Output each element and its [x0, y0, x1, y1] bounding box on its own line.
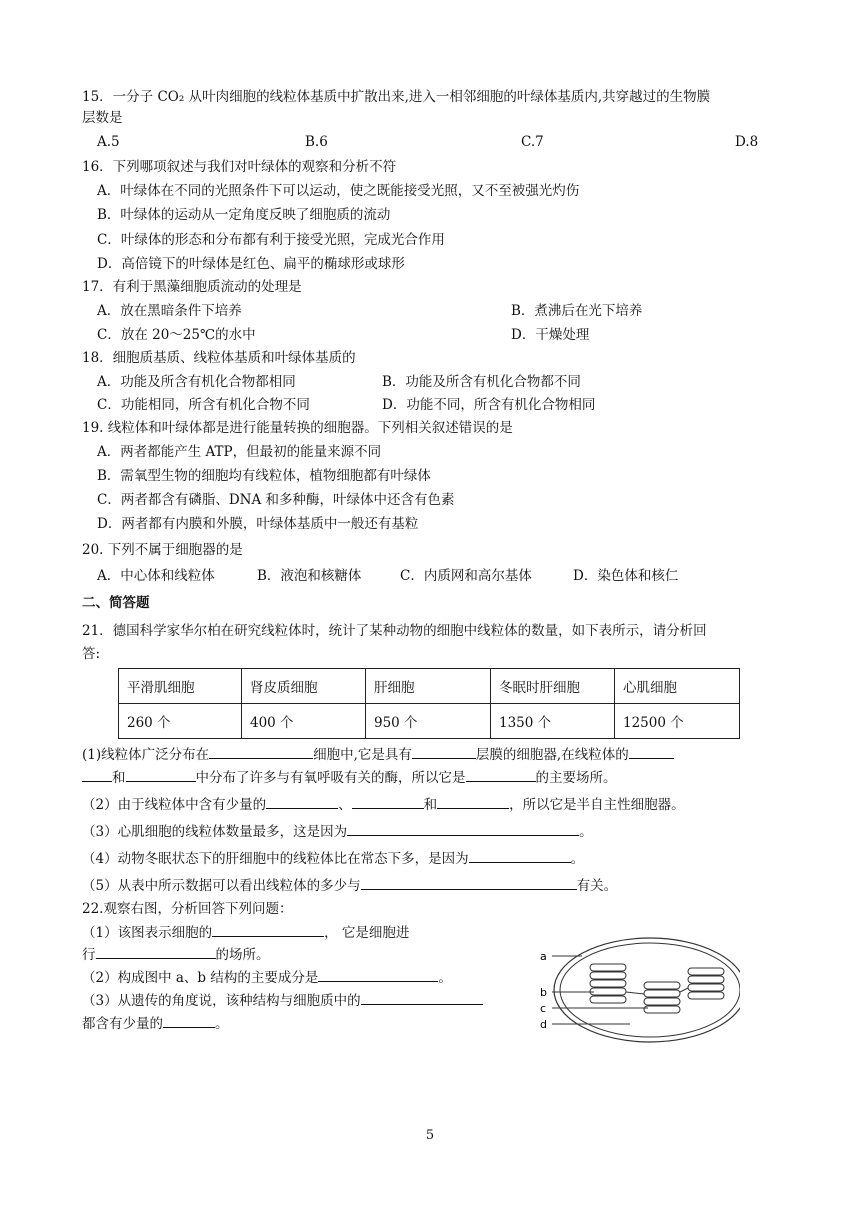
answer-blank[interactable]: [96, 944, 216, 959]
q21-part1-text: 中分布了许多与有氧呼吸有关的酶，所以它是: [195, 770, 466, 786]
mitochondria-count-table: [118, 668, 740, 739]
q18-option-a: A．功能及所含有机化合物都相同: [97, 374, 296, 390]
answer-blank[interactable]: [352, 794, 424, 809]
q16-option-b: B．叶绿体的运动从一定角度反映了细胞质的流动: [97, 207, 391, 223]
answer-blank[interactable]: [266, 794, 338, 809]
q21-part2-text: 和: [423, 797, 438, 813]
q18-option-b: B．功能及所含有机化合物都不同: [382, 374, 581, 390]
q21-part2: [82, 794, 685, 814]
table-cell: 400 个: [242, 704, 366, 739]
table-header-cell: 肾皮质细胞: [242, 669, 366, 704]
q21-part1-text: 细胞中,它是具有: [313, 747, 412, 763]
answer-blank[interactable]: [347, 821, 579, 836]
q21-part3: [82, 821, 593, 841]
grana-stack-left: [590, 964, 626, 1003]
answer-blank[interactable]: [212, 922, 324, 937]
q20-option-b: B．液泡和核糖体: [257, 568, 362, 584]
stroma-lamella: [626, 992, 644, 994]
q22-part3-line2: [82, 1013, 229, 1033]
section-title: 二、简答题: [82, 595, 150, 611]
q21-stem-cont: 答:: [82, 646, 101, 662]
q22-part2-text: （2）构成图中 a、b 结构的主要成分是: [82, 970, 319, 986]
q22-part2: [82, 967, 452, 987]
q20-option-c: C．内质网和高尔基体: [400, 568, 532, 584]
q21-part5-text: 有关。: [576, 878, 618, 894]
q18-stem: 18．细胞质基质、线粒体基质和叶绿体基质的: [82, 350, 356, 366]
label-b: b: [540, 986, 547, 999]
q22-part1-text: 的场所。: [215, 947, 270, 963]
q22-part3-text: （3）从遗传的角度说，该种结构与细胞质中的: [82, 993, 361, 1009]
q17-option-b: B．煮沸后在光下培养: [511, 303, 643, 319]
page-number: 5: [425, 1128, 435, 1143]
grana-stack-right: [688, 968, 724, 999]
q15-option-b: B.6: [305, 134, 328, 150]
label-d: d: [540, 1018, 547, 1031]
answer-blank[interactable]: [361, 875, 577, 890]
q20-stem: 20. 下列不属于细胞器的是: [82, 542, 243, 558]
answer-blank[interactable]: [318, 967, 438, 982]
q18-option-d: D．功能不同，所含有机化合物相同: [382, 397, 596, 413]
table-cell: 12500 个: [615, 704, 740, 739]
q15-option-c: C.7: [521, 134, 544, 150]
q22-part1-line2: [82, 944, 270, 964]
answer-blank[interactable]: [163, 1013, 215, 1028]
q17-option-d: D．干燥处理: [511, 327, 590, 343]
q18-option-c: C．功能相同，所含有机化合物不同: [97, 397, 310, 413]
table-header-cell: 肝细胞: [366, 669, 491, 704]
q15-stem: 15．一分子 CO₂ 从叶肉细胞的线粒体基质中扩散出来,进入一相邻细胞的叶绿体基质内,共穿越过的生物膜: [82, 89, 711, 105]
q19-option-d: D．两者都有内膜和外膜，叶绿体基质中一般还有基粒: [97, 516, 419, 532]
q21-part1-text: 和: [112, 770, 126, 786]
q21-part3-text: 。: [579, 824, 593, 840]
q20-option-d: D．染色体和核仁: [573, 568, 679, 584]
table-cell: 260 个: [119, 704, 242, 739]
table-header-cell: 平滑肌细胞: [119, 669, 242, 704]
q17-stem: 17．有利于黑藻细胞质流动的处理是: [82, 279, 302, 295]
q19-option-a: A．两者都能产生 ATP，但最初的能量来源不同: [97, 444, 382, 460]
table-cell: 1350 个: [491, 704, 615, 739]
q21-part1-text: 层膜的细胞器,在线粒体的: [475, 747, 629, 763]
label-c: c: [540, 1002, 547, 1015]
q21-part5-text: （5）从表中所示数据可以看出线粒体的多少与: [82, 878, 361, 894]
table-header-row: [119, 669, 740, 704]
answer-blank[interactable]: [437, 794, 509, 809]
answer-blank[interactable]: [361, 990, 483, 1005]
label-leaders: [552, 956, 648, 1024]
q21-part4-text: 。: [570, 851, 585, 867]
answer-blank[interactable]: [629, 744, 674, 759]
q17-option-c: C．放在 20～25℃的水中: [97, 327, 256, 343]
table-header-cell: 心肌细胞: [615, 669, 740, 704]
q22-stem: 22.观察右图，分析回答下列问题：: [82, 901, 293, 917]
q22-part3-line1: [82, 990, 483, 1010]
table-header-cell: 冬眠时肝细胞: [491, 669, 615, 704]
q21-part1-line1: [82, 744, 674, 764]
answer-blank[interactable]: [469, 848, 571, 863]
q16-option-a: A．叶绿体在不同的光照条件下可以运动，使之既能接受光照，又不至被强光灼伤: [97, 183, 580, 199]
answer-blank[interactable]: [209, 744, 313, 759]
q19-option-b: B．需氧型生物的细胞均有线粒体，植物细胞都有叶绿体: [97, 468, 431, 484]
q17-option-a: A．放在黑暗条件下培养: [97, 303, 242, 319]
q21-stem: 21．德国科学家华尔柏在研究线粒体时，统计了某种动物的细胞中线粒体的数量，如下表所示，请分析回: [82, 623, 707, 639]
q22-part1-text: 行: [82, 947, 96, 963]
answer-blank[interactable]: [466, 767, 536, 782]
answer-blank[interactable]: [82, 767, 112, 782]
chloroplast-diagram: [530, 918, 740, 1046]
q21-part4: [82, 848, 584, 868]
q22-part2-text: 。: [438, 970, 452, 986]
q16-option-d: D．高倍镜下的叶绿体是红色、扁平的椭球形或球形: [97, 256, 405, 272]
table-row: [119, 704, 740, 739]
q15-option-a: A.5: [97, 134, 120, 150]
answer-blank[interactable]: [126, 767, 196, 782]
q15-stem-cont: 层数是: [82, 110, 123, 126]
q21-part4-text: （4）动物冬眠状态下的肝细胞中的线粒体比在常态下多，是因为: [82, 851, 469, 867]
table-cell: 950 个: [366, 704, 491, 739]
q21-part2-text: （2）由于线粒体中含有少量的: [82, 797, 267, 813]
q22-part3-text: 。: [215, 1016, 229, 1032]
q15-option-d: D.8: [735, 134, 759, 150]
label-a: a: [540, 950, 547, 963]
q19-option-c: C．两者都含有磷脂、DNA 和多种酶，叶绿体中还含有色素: [97, 492, 455, 508]
grana-stack-middle: [644, 982, 680, 1013]
q21-part1-line2: [82, 767, 617, 787]
q22-part1-line1: [82, 922, 409, 942]
q22-part3-text: 都含有少量的: [82, 1016, 163, 1032]
q16-option-c: C．叶绿体的形态和分布都有利于接受光照，完成光合作用: [97, 232, 445, 248]
q21-part2-text: 、: [338, 797, 352, 813]
q19-stem: 19. 线粒体和叶绿体都是进行能量转换的细胞器。下列相关叙述错误的是: [82, 420, 513, 436]
q21-part1-text: 的主要场所。: [535, 770, 617, 786]
q21-part3-text: （3）心肌细胞的线粒体数量最多，这是因为: [82, 824, 348, 840]
stroma-lamella: [680, 988, 688, 992]
q22-part1-text: ， 它是细胞进: [324, 925, 410, 941]
q20-option-a: A．中心体和线粒体: [97, 568, 215, 584]
q21-part2-text: ，所以它是半自主性细胞器。: [509, 797, 685, 813]
q22-part1-text: （1）该图表示细胞的: [82, 925, 213, 941]
q21-part1-text: (1)线粒体广泛分布在: [82, 747, 210, 763]
answer-blank[interactable]: [412, 744, 476, 759]
q16-stem: 16．下列哪项叙述与我们对叶绿体的观察和分析不符: [82, 159, 397, 175]
q21-part5: [82, 875, 617, 895]
